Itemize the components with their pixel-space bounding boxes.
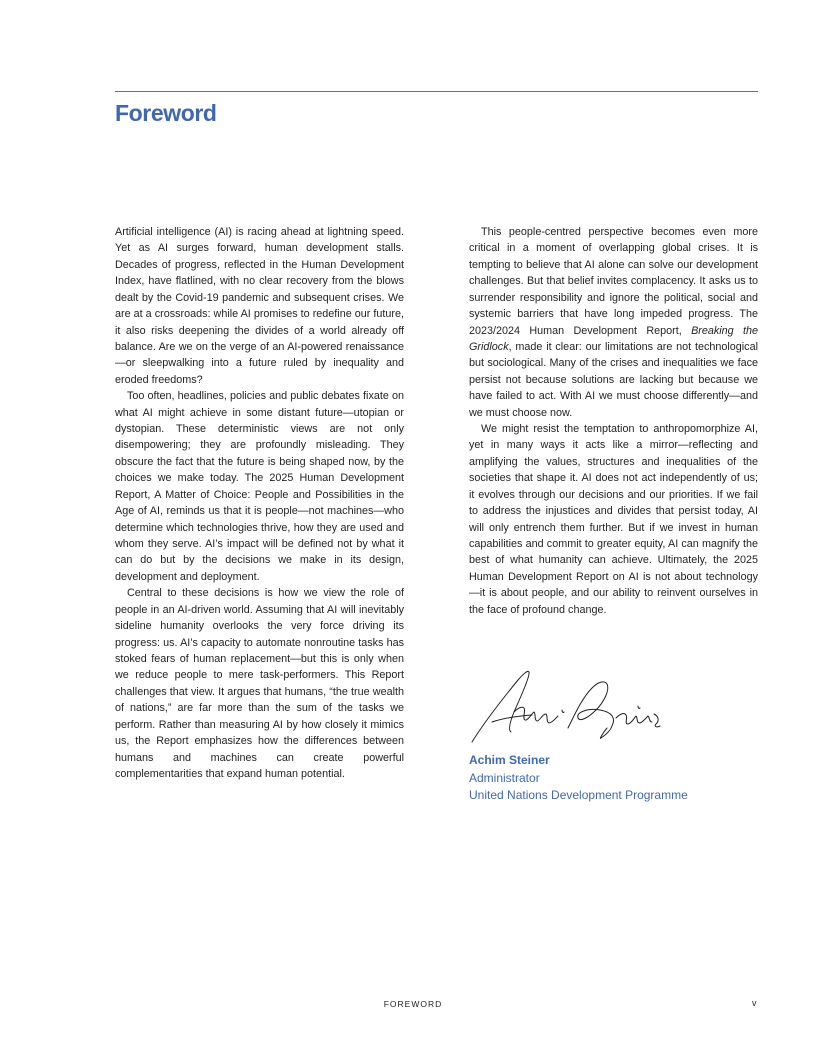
page-number: v [752,998,757,1008]
signature-image [470,668,665,746]
report-title-italic: Breaking the Gridlock [469,324,758,353]
header-rule [115,91,758,92]
page-title: Foreword [115,100,217,126]
signatory-block [469,752,688,805]
signatory-organization: United Nations Development Programme [469,788,688,802]
signatory-role: Administrator [469,770,540,785]
right-column [469,224,758,618]
paragraph [469,224,758,421]
paragraph-text: This people-centred perspective becomes even more critical in a moment of overlapping global crises. It is tempting to believe that AI alone can solve our development challenges. But that belief invites complacency. It asks us to surrender responsibility and ignore the political, social and systemic barriers that have long impeded progress. The 2023/2024 Human Development Report, [469,226,758,337]
paragraph: We might resist the temptation to anthropomorphize AI, yet in many ways it acts like a mirror—reflecting and amplifying the values, structures and inequalities of the societies that shape it. AI does not act independently of us; it evolves through our decisions and our priorities. If we fail to address the injustices and divides that persist today, AI will only entrench them further. But if we invest in human capabilities and commit to greater equity, AI can magnify the best of what humanity can achieve. Ultimately, the 2025 Human Development Report on AI is not about technology—it is about people, and our ability to reinvent ourselves in the face of profound change. [469,423,758,616]
left-column [115,224,404,782]
paragraph-text: , made it clear: our limitations are not technological but sociological. Many of the crises and inequalities we face persist not because solutions are lacking but because we have failed to act. With AI we must choose differently—and we must choose now. [469,340,758,419]
paragraph: Too often, headlines, policies and public debates fixate on what AI might achieve in some distant future—utopian or dystopian. These deterministic views are not only disempowering; they are profoundly misleading. They obscure the fact that the future is being shaped now, by the choices we make today. The 2025 Human Development Report, A Matter of Choice: People and Possibilities in the Age of AI, reminds us that it is people—not machines—who determine which technologies thrive, how they are used and whom they serve. AI’s impact will be defined not by what it can do but by the decisions we make in its design, development and deployment. [115,390,404,583]
signatory-name: Achim Steiner [469,753,550,767]
paragraph: Artificial intelligence (AI) is racing ahead at lightning speed. Yet as AI surges forward, human development stalls. Decades of progress, reflected in the Human Development Index, have flatlined, with no clear recovery from the blows dealt by the Covid-19 pandemic and subsequent crises. We are at a crossroads: while AI promises to redefine our future, it also risks deepening the divides of a world already off balance. Are we on the verge of an AI-powered renaissance—or sleepwalking into a future ruled by inequality and eroded freedoms? [115,226,404,386]
footer-section-label: FOREWORD [383,999,443,1009]
paragraph: Central to these decisions is how we view the role of people in an AI-driven world. Assuming that AI will inevitably sideline humanity overlooks the very force driving its progress: us. AI’s capacity to automate nonroutine tasks has stoked fears of human replacement—but this is only when we reduce people to mere task-performers. This Report challenges that view. It argues that humans, “the true wealth of nations,” are far more than the sum of the tasks we perform. Rather than measuring AI by how closely it mimics us, the Report emphasizes how the differences between humans and machines can create powerful complementarities that expand human potential. [115,587,404,780]
